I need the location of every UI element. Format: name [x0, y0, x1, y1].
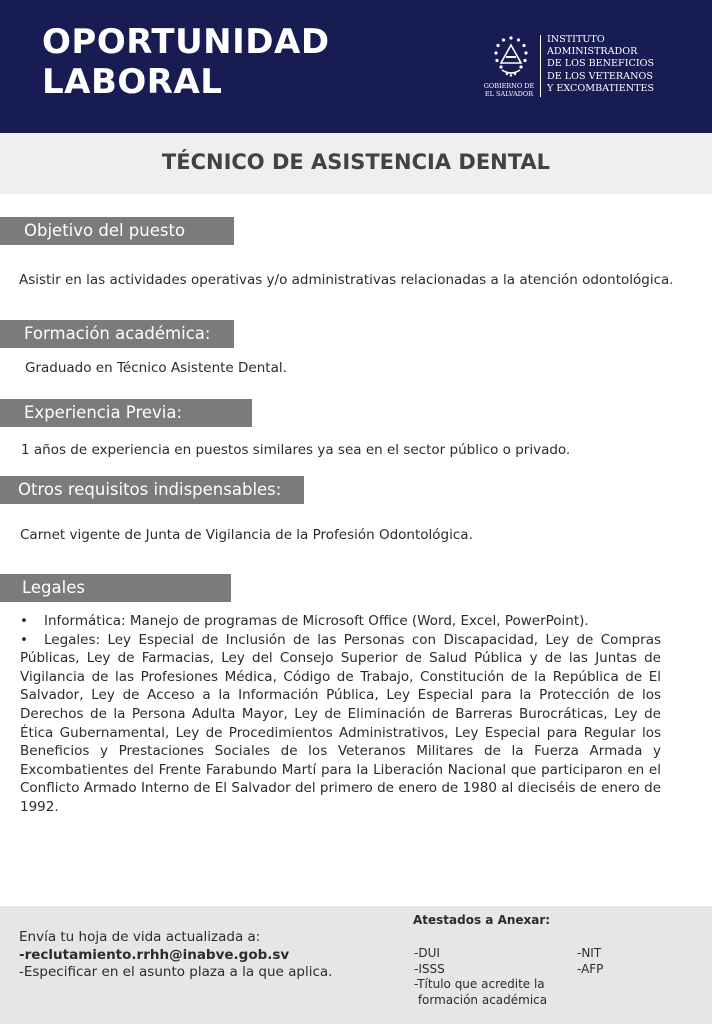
- job-title: TÉCNICO DE ASISTENCIA DENTAL: [161, 150, 551, 174]
- atestado-item: formación académica: [414, 992, 548, 1007]
- national-seal-icon: [488, 34, 534, 80]
- list-item: [20, 631, 661, 817]
- list-item: [20, 612, 661, 631]
- atestados-col-1: [414, 946, 547, 1008]
- atestados-title: Atestados a Anexar:: [413, 913, 551, 927]
- institute-name: [547, 34, 707, 95]
- instruction-line: -Especificar en el asunto plaza a la que aplica.: [19, 964, 333, 980]
- atestado-item: -Título que acredite la: [414, 977, 545, 991]
- title-line-1: OPORTUNIDAD: [42, 22, 330, 62]
- application-instructions: [19, 929, 332, 982]
- bullet: •: [20, 631, 28, 648]
- section-label-legales: Legales: [0, 574, 231, 602]
- section-label-objetivo: Objetivo del puesto: [0, 217, 234, 245]
- gobierno-line-2: EL SALVADOR: [484, 90, 534, 98]
- section-label-experiencia: Experiencia Previa:: [0, 399, 252, 427]
- gobierno-line-1: GOBIERNO DE: [483, 82, 535, 90]
- objetivo-text: Asistir en las actividades operativas y/o administrativas relacionadas a la atención odontológica.: [19, 272, 674, 288]
- instruction-line: Envía tu hoja de vida actualizada a:: [19, 929, 261, 945]
- institute-line: ADMINISTRADOR: [547, 46, 638, 58]
- recruitment-email[interactable]: -reclutamiento.rrhh@inabve.gob.sv: [19, 946, 290, 963]
- atestado-item: -AFP: [577, 961, 604, 976]
- logo-divider: [540, 35, 541, 97]
- atestados-col-2: [577, 946, 603, 977]
- gobierno-logo: [482, 34, 542, 110]
- otros-text: Carnet vigente de Junta de Vigilancia de la Profesión Odontológica.: [20, 527, 473, 543]
- atestado-item: -ISSS: [414, 961, 445, 976]
- institute-line: INSTITUTO: [547, 34, 605, 45]
- title-line-2: LABORAL: [42, 62, 223, 102]
- legales-item-text: Legales: Ley Especial de Inclusión de las Personas con Discapacidad, Ley de Compras Públicas, Ley de Farmacias, Ley del Consejo Superior de Salud Pública y de las Juntas de Vigilancia de las Profesiones Médica, Código de Trabajo, Constitución de la República de El Salvador, Ley de Acceso a la Información Pública, Ley Especial para la Protección de los Derechos de la Persona Adulta Mayor, Ley de Eliminación de Barreras Burocráticas, Ley de Ética Gubernamental, Ley de Procedimientos Administrativos, Ley Especial para Regular los Beneficios y Prestaciones Sociales de los Veteranos Militares de la Fuerza Armada y Excombatientes del Frente Farabundo Martí para la Liberación Nacional que participaron en el Conflicto Armado Interno de El Salvador del primero de enero de 1980 al dieciséis de enero de 1992.: [20, 631, 661, 815]
- bullet: •: [20, 613, 28, 629]
- legales-item-text: Informática: Manejo de programas de Microsoft Office (Word, Excel, PowerPoint).: [44, 613, 589, 629]
- gobierno-text: [478, 82, 540, 98]
- legales-list: [20, 612, 661, 817]
- formacion-text: Graduado en Técnico Asistente Dental.: [25, 360, 287, 376]
- header-banner: [0, 0, 712, 133]
- atestado-item: -DUI: [414, 946, 440, 960]
- institute-line: DE LOS VETERANOS: [547, 70, 653, 82]
- atestado-item: -NIT: [577, 946, 602, 960]
- section-label-formacion: Formación académica:: [0, 320, 234, 348]
- experiencia-text: 1 años de experiencia en puestos similares ya sea en el sector público o privado.: [21, 442, 571, 458]
- section-label-otros: Otros requisitos indispensables:: [0, 476, 304, 504]
- institute-line: DE LOS BENEFICIOS: [547, 58, 655, 70]
- institute-line: Y EXCOMBATIENTES: [547, 82, 655, 94]
- page-title: [42, 22, 330, 102]
